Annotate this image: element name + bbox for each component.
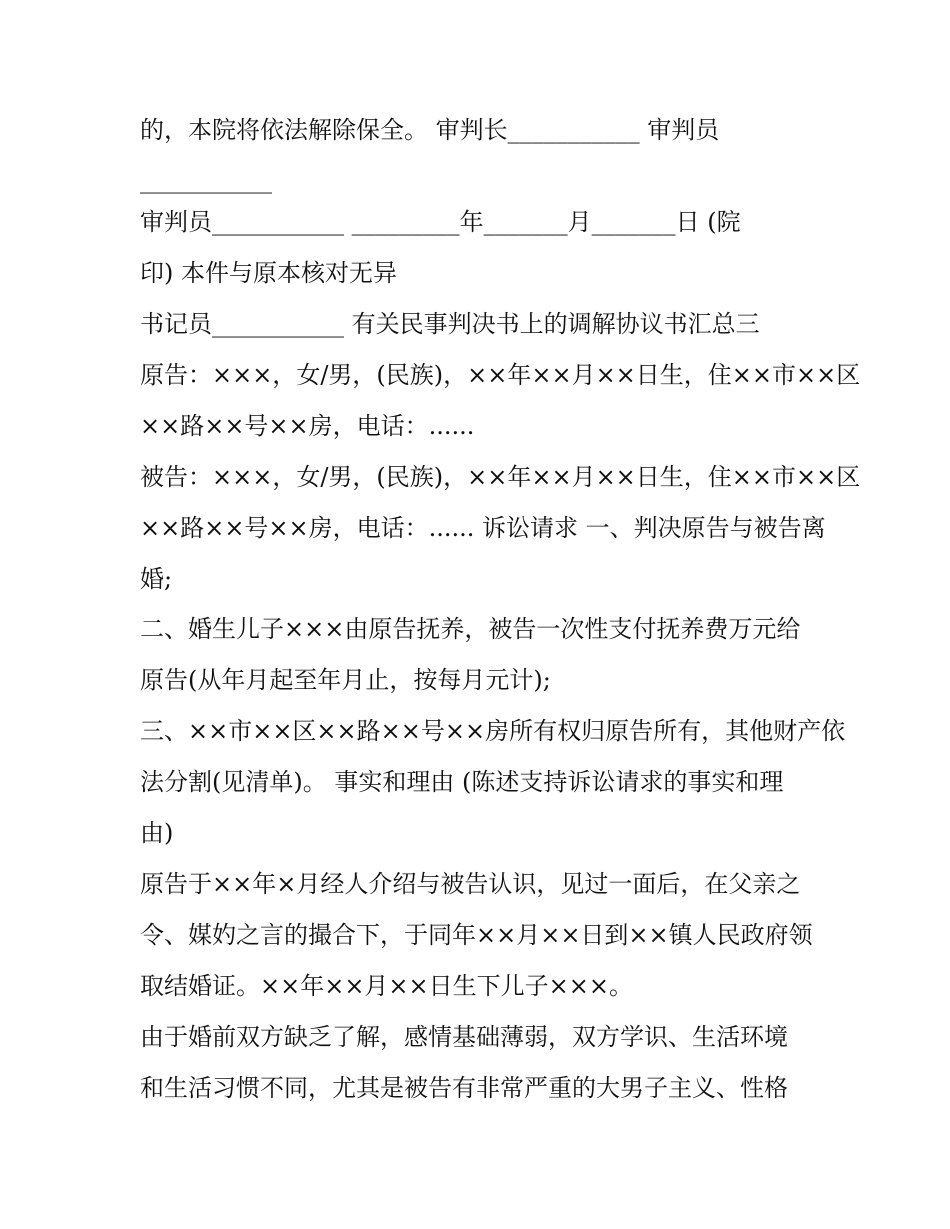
text-line: 审判员___________ _________年_______月_______日 (院: [140, 208, 741, 236]
text-line: 由): [140, 819, 174, 847]
text-line: 原告(从年月起至年月止，按每月元计);: [140, 666, 551, 694]
text-line: 和生活习惯不同，尤其是被告有非常严重的大男子主义、性格: [140, 1074, 788, 1102]
text-line: ××路××号××房，电话：......: [140, 412, 475, 440]
text-line: 由于婚前双方缺乏了解，感情基础薄弱，双方学识、生活环境: [140, 1023, 788, 1051]
text-line: 二、婚生儿子×××由原告抚养，被告一次性支付抚养费万元给: [140, 615, 801, 643]
text-line: 书记员___________ 有关民事判决书上的调解协议书汇总三: [140, 310, 760, 338]
text-line: 的，本院将依法解除保全。 审判长___________ 审判员: [140, 116, 720, 144]
text-line: 婚;: [140, 565, 173, 593]
text-line: 法分割(见清单)。 事实和理由 (陈述支持诉讼请求的事实和理: [140, 768, 784, 796]
text-line: 令、媒妁之言的撮合下，于同年××月××日到××镇人民政府领: [140, 921, 813, 949]
text-line: 原告于××年×月经人介绍与被告认识，见过一面后，在父亲之: [140, 870, 801, 898]
text-line: 被告：×××，女/男，(民族)，××年××月××日生，住××市××区: [140, 463, 861, 491]
text-line: 取结婚证。××年××月××日生下儿子×××。: [140, 972, 633, 1000]
text-line: 原告：×××，女/男，(民族)，××年××月××日生，住××市××区: [140, 361, 861, 389]
text-line: ___________: [140, 166, 272, 194]
text-line: 印) 本件与原本核对无异: [140, 259, 397, 287]
text-line: ××路××号××房，电话：...... 诉讼请求 一、判决原告与被告离: [140, 514, 826, 542]
text-line: 三、××市××区××路××号××房所有权归原告所有，其他财产依: [140, 717, 846, 745]
